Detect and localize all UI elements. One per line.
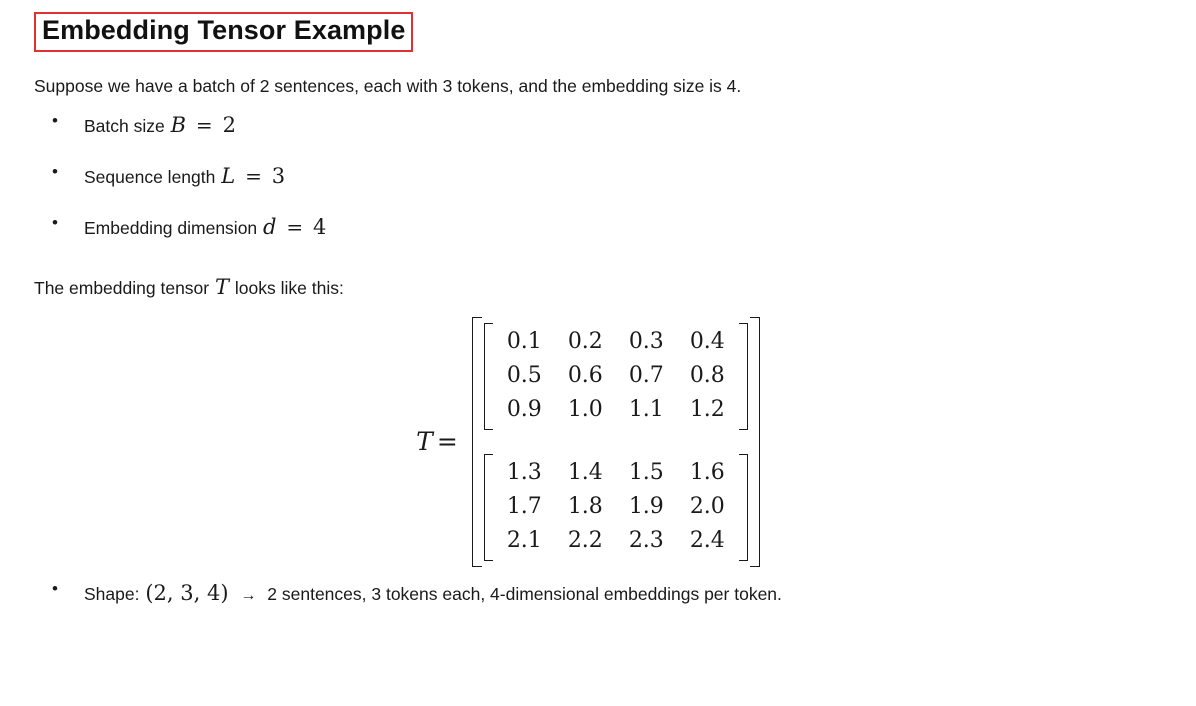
matrix-cell: 0.8 [689,362,725,388]
tensor-label: T [416,427,433,457]
table-row [494,325,738,359]
lead-text-after: looks like this: [234,277,344,298]
param-label: Sequence length [84,167,216,188]
list-item [34,113,1162,138]
shape-prefix: Shape: [84,583,140,604]
lead-symbol: T [215,274,230,299]
param-operator: = [245,164,262,189]
page-title-highlight-box [34,12,413,52]
table-row [494,359,738,393]
param-symbol: L [221,164,236,189]
table-row [494,456,738,490]
matrix-cell: 1.0 [567,397,603,423]
table-row [494,393,738,427]
tensor-equation [34,317,1162,567]
tensor-equals-sign: = [436,427,458,457]
tensor-outer-bracket [472,317,760,567]
matrix-cell: 2.4 [689,528,725,554]
matrix-table [494,325,738,428]
param-value: 3 [271,164,286,189]
tensor-lead-paragraph [34,275,1162,299]
matrix-cell: 1.2 [689,397,725,423]
matrix-cell: 2.2 [567,528,603,554]
matrix-cell: 2.0 [689,494,725,520]
table-row [494,490,738,524]
matrix-cell: 1.4 [567,459,603,485]
param-operator: = [195,113,213,138]
matrix-cell: 1.7 [506,494,542,520]
intro-paragraph: Suppose we have a batch of 2 sentences, each with 3 tokens, and the embedding size is 4. [34,75,742,96]
matrix-cell: 0.6 [567,362,603,388]
matrix-cell: 0.1 [506,328,542,354]
matrix-cell: 1.8 [567,494,603,520]
matrix-cell: 0.2 [567,328,603,354]
param-symbol: d [263,215,277,240]
matrix-cell: 1.1 [628,397,664,423]
matrix-cell: 1.3 [506,459,542,485]
list-item [34,581,1162,606]
param-label: Batch size [84,116,165,137]
matrix-cell: 0.7 [628,362,664,388]
matrix-cell: 1.5 [628,459,664,485]
matrix-cell: 0.5 [506,362,542,388]
matrix-cell: 2.3 [628,528,664,554]
arrow-icon: → [240,586,257,604]
param-value: 2 [222,113,236,138]
matrix-cell: 0.3 [628,328,664,354]
param-symbol: B [170,113,187,138]
shape-tuple: (2, 3, 4) [145,580,229,605]
param-label: Embedding dimension [84,218,258,239]
list-item [34,164,1162,189]
matrix-cell: 0.9 [506,397,542,423]
matrix-slice-1 [484,454,748,561]
table-row [494,524,738,558]
matrix-cell: 0.4 [689,328,725,354]
matrix-table [494,456,738,559]
shape-list [34,581,1162,606]
matrix-slice-0 [484,323,748,430]
parameter-list [34,113,1162,241]
param-value: 4 [313,215,327,240]
matrix-stack [484,323,748,561]
lead-text-before: The embedding tensor [34,277,210,298]
matrix-cell: 1.9 [628,494,664,520]
matrix-cell: 2.1 [506,528,542,554]
shape-description: 2 sentences, 3 tokens each, 4-dimensional embeddings per token. [267,583,782,604]
list-item [34,215,1162,240]
param-operator: = [286,215,304,240]
matrix-cell: 1.6 [689,459,725,485]
page-title: Embedding Tensor Example [42,15,406,45]
